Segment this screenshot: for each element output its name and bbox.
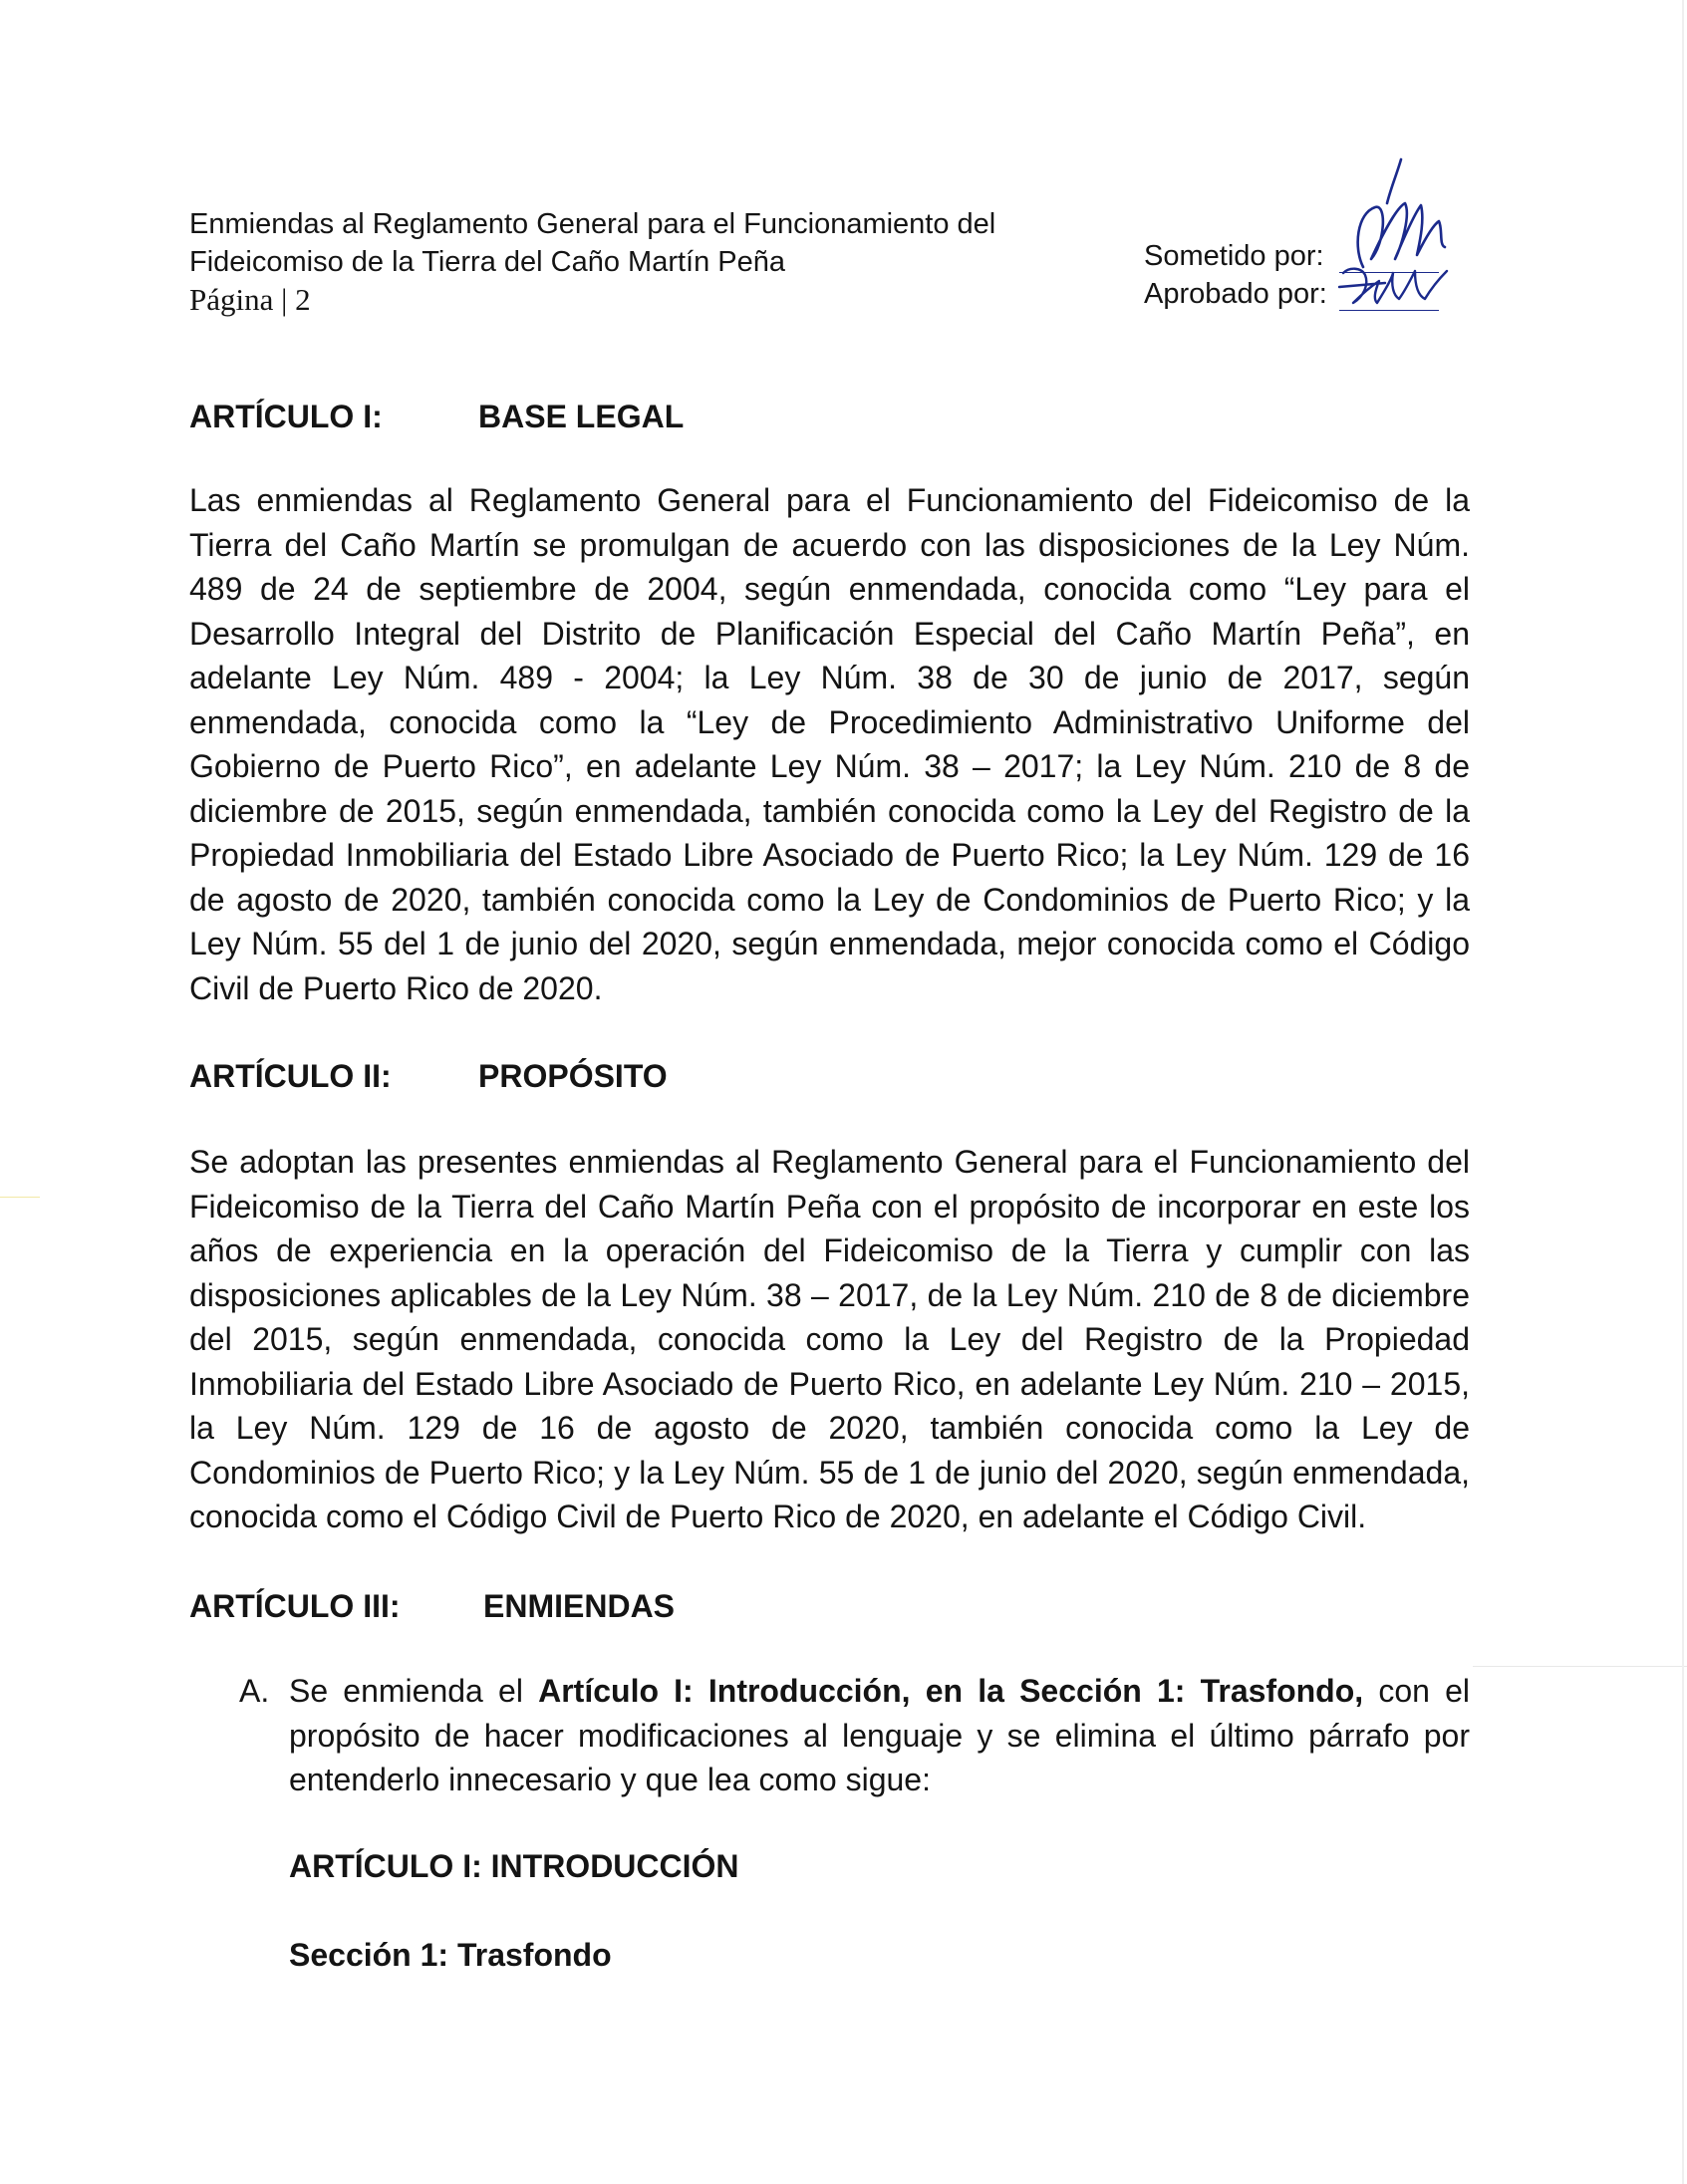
- article-1-heading: [189, 397, 685, 436]
- header-title-line-1: Enmiendas al Reglamento General para el Funcionamiento del: [189, 208, 996, 240]
- amendment-list-item: [239, 1669, 1470, 1802]
- amendment-bold-reference: Artículo I: Introducción, en la Sección 1: Trasfondo,: [538, 1673, 1364, 1709]
- page-header: [189, 205, 1086, 319]
- article-3-number: ARTÍCULO III:: [189, 1588, 401, 1624]
- sub-article-heading: ARTÍCULO I: INTRODUCCIÓN: [289, 1848, 739, 1884]
- article-2-heading: [189, 1056, 668, 1096]
- article-2-number: ARTÍCULO II:: [189, 1058, 392, 1094]
- sub-section-heading: Sección 1: Trasfondo: [289, 1937, 612, 1973]
- article-3-heading: [189, 1586, 676, 1626]
- approved-by-label: Aprobado por:: [1144, 278, 1327, 310]
- signature-block: [1144, 237, 1473, 313]
- amendment-marker: A.: [239, 1673, 270, 1709]
- scan-right-edge: [1682, 0, 1684, 2184]
- approved-signature-icon: [1339, 263, 1459, 315]
- article-1-body: Las enmiendas al Reglamento General para el Funcionamiento del Fideicomiso de la Tierra del Caño Martín se promulgan de acuerdo con las disposiciones de la Ley Núm. 489 de 24 de septiembre de 2004, según enmendada, conocida como “Ley para el Desarrollo Integral del Distrito de Planificación Especial del Caño Martín Peña”, en adelante Ley Núm. 489 - 2004; la Ley Núm. 38 de 30 de junio de 2017, según enmendada, conocida como la “Ley de Procedimiento Administrativo Uniforme del Gobierno de Puerto Rico”, en adelante Ley Núm. 38 – 2017; la Ley Núm. 210 de 8 de diciembre de 2015, según enmendada, también conocida como la Ley del Registro de la Propiedad Inmobiliaria del Estado Libre Asociado de Puerto Rico; la Ley Núm. 129 de 16 de agosto de 2020, también conocida como la Ley de Condominios de Puerto Rico; y la Ley Núm. 55 del 1 de junio del 2020, según enmendada, mejor conocida como el Código Civil de Puerto Rico de 2020.: [189, 482, 1470, 1006]
- article-2-body: Se adoptan las presentes enmiendas al Reglamento General para el Funcionamiento del Fideicomiso de la Tierra del Caño Martín Peña con el propósito de incorporar en este los años de experiencia en la operación del Fideicomiso de la Tierra y cumplir con las disposiciones aplicables de la Ley Núm. 38 – 2017, de la Ley Núm. 210 de 8 de diciembre del 2015, según enmendada, conocida como la Ley del Registro de la Propiedad Inmobiliaria del Estado Libre Asociado de Puerto Rico, en adelante Ley Núm. 210 – 2015, la Ley Núm. 129 de 16 de agosto de 2020, también conocida como la Ley de Condominios de Puerto Rico; y la Ley Núm. 55 de 1 de junio del 2020, según enmendada, conocida como el Código Civil de Puerto Rico de 2020, en adelante el Código Civil.: [189, 1144, 1470, 1534]
- article-1-number: ARTÍCULO I:: [189, 399, 383, 434]
- article-1-title: BASE LEGAL: [478, 399, 685, 434]
- amendment-rest: con el propósito de hacer modificaciones al lenguaje y se elimina el último párrafo por entenderlo innecesario y que lea como sigue:: [289, 1673, 1471, 1797]
- amendment-lead: Se enmienda el: [289, 1673, 523, 1709]
- article-3-title: ENMIENDAS: [483, 1588, 676, 1624]
- scan-margin-mark: [0, 1197, 40, 1198]
- scan-edge-line: [1473, 1666, 1687, 1667]
- submitted-signature-icon: [1335, 155, 1455, 275]
- header-title-line-2: Fideicomiso de la Tierra del Caño Martín Peña: [189, 246, 786, 278]
- approved-by-row: [1144, 275, 1473, 313]
- amendment-text: [289, 1669, 1470, 1802]
- submitted-by-label: Sometido por:: [1144, 240, 1324, 272]
- article-2-title: PROPÓSITO: [478, 1058, 668, 1094]
- page-number: Página | 2: [189, 282, 311, 317]
